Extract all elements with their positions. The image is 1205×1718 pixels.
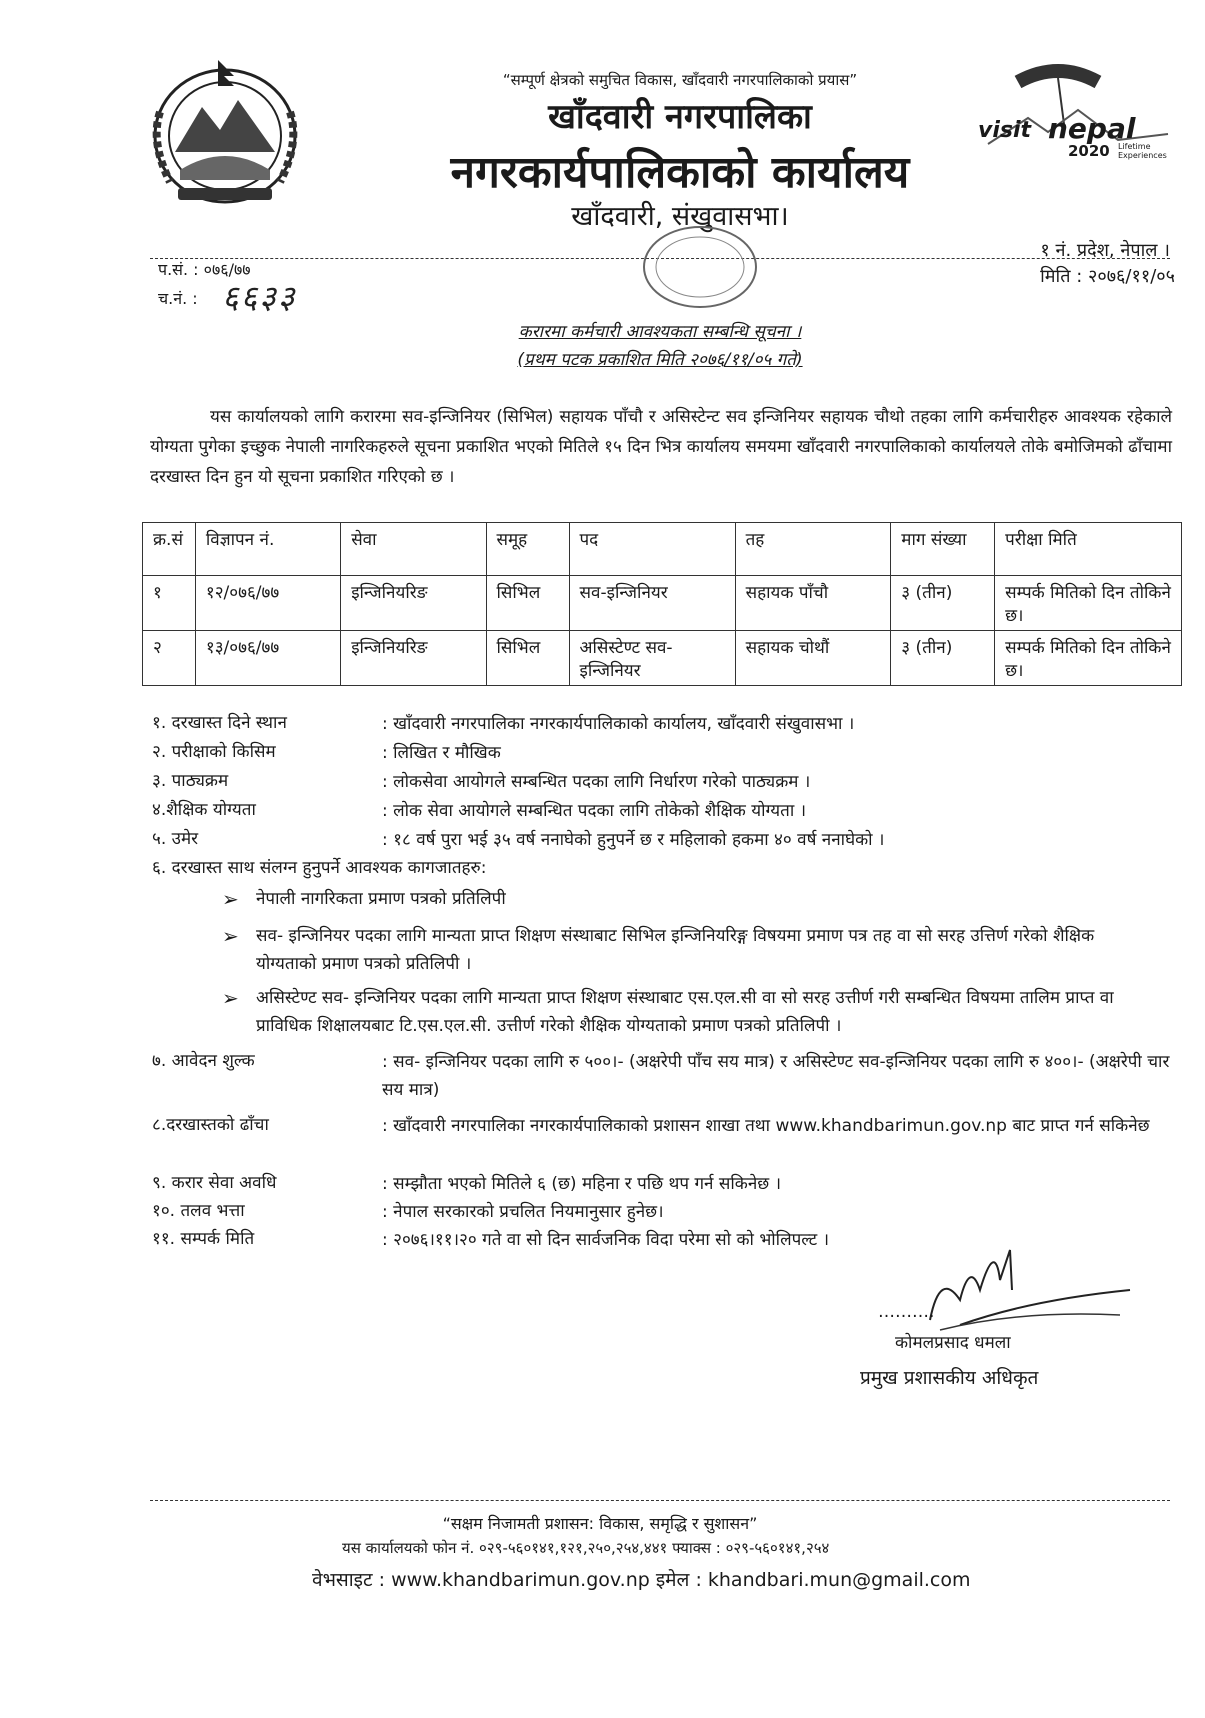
cell-exam-date: सम्पर्क मितिको दिन तोकिने छ।: [995, 576, 1182, 631]
doc-item: [222, 984, 1172, 1044]
item-value: : लोकसेवा आयोगले सम्बन्धित पदका लागि निर्धारण गरेको पाठ्यक्रम ।: [382, 772, 811, 792]
item-label: १. दरखास्त दिने स्थान: [152, 713, 287, 733]
item-value: : लिखित र मौखिक: [382, 743, 501, 763]
cell-count: ३ (तीन): [891, 576, 995, 631]
item-label: १०. तलव भत्ता: [152, 1201, 245, 1221]
item-label: ११. सम्पर्क मिति: [152, 1229, 255, 1249]
province-label: १ नं. प्रदेश, नेपाल ।: [1040, 240, 1170, 261]
item-value: : सम्झौता भएको मितिले ६ (छ) महिना र पछि थप गर्न सकिनेछ ।: [382, 1174, 782, 1194]
cell-advert-no: १२/०७६/७७: [195, 576, 340, 631]
item-value: : नेपाल सरकारको प्रचलित नियमानुसार हुनेछ।: [382, 1202, 664, 1222]
doc-text: नेपाली नागरिकता प्रमाण पत्रको प्रतिलिपी: [256, 889, 506, 909]
item-label: ७. आवेदन शुल्क: [152, 1051, 255, 1071]
docs-heading: ६. दरखास्त साथ संलग्न हुनुपर्ने आवश्यक कागजातहरु:: [152, 858, 487, 878]
item-label: ५. उमेर: [152, 829, 199, 849]
cell-exam-date: सम्पर्क मितिको दिन तोकिने छ।: [995, 631, 1182, 686]
item-label: २. परीक्षाको किसिम: [152, 742, 276, 762]
footer-slogan: “सक्षम निजामती प्रशासन: विकास, समृद्धि र सुशासन”: [442, 1514, 758, 1533]
reference-number: प.सं. : ०७६/७७: [158, 260, 251, 279]
dispatch-number-label: च.नं. :: [158, 289, 198, 308]
office-title: नगरकार्यपालिकाको कार्यालय: [450, 147, 910, 198]
arrow-bullet-icon: ➢: [222, 986, 239, 1010]
tagline-text: Lifetime Experiences: [1118, 142, 1167, 160]
table-header-row: [143, 523, 1182, 576]
cell-service: इन्जिनियरिङ: [341, 576, 486, 631]
cell-group: सिभिल: [486, 576, 569, 631]
dispatch-number-handwritten: ६६३३: [222, 278, 297, 316]
footer-web-email: वेभसाइट : www.khandbarimun.gov.np इमेल : khandbari.mun@gmail.com: [312, 1569, 971, 1591]
motto: “सम्पूर्ण क्षेत्रको समुचित विकास, खाँदवारी नगरपालिकाको प्रयास”: [502, 71, 858, 89]
notice-publication-date: (प्रथम पटक प्रकाशित मिति २०७६/११/०५ गते): [517, 350, 803, 370]
arrow-bullet-icon: ➢: [222, 924, 239, 948]
item-value: : खाँदवारी नगरपालिका नगरकार्यपालिकाको कार्यालय, खाँदवारी संखुवासभा ।: [382, 714, 855, 734]
doc-item: [222, 885, 1172, 925]
cell-sn: १: [143, 576, 196, 631]
cell-service: इन्जिनियरिङ: [341, 631, 486, 686]
item-label: ८.दरखास्तको ढाँचा: [152, 1115, 269, 1135]
cell-sn: २: [143, 631, 196, 686]
year-text: 2020: [1068, 142, 1110, 160]
header-service: सेवा: [341, 523, 486, 576]
cell-advert-no: १३/०७६/७७: [195, 631, 340, 686]
office-stamp: [640, 222, 760, 312]
signatory-name: कोमलप्रसाद धमला: [895, 1333, 1011, 1353]
table-row: [143, 576, 1182, 631]
cell-post: असिस्टेण्ट सव-इन्जिनियर: [569, 631, 735, 686]
header-sn: क्र.सं: [143, 523, 196, 576]
item-value: : २०७६।११।२० गते वा सो दिन सार्वजनिक विदा परेमा सो को भोलिपल्ट ।: [382, 1230, 830, 1250]
header-count: माग संख्या: [891, 523, 995, 576]
item-value: : लोक सेवा आयोगले सम्बन्धित पदका लागि तोकेको शैक्षिक योग्यता ।: [382, 801, 807, 821]
intro-paragraph: [150, 402, 1172, 492]
cell-group: सिभिल: [486, 631, 569, 686]
cell-post: सव-इन्जिनियर: [569, 576, 735, 631]
footer-divider: [150, 1500, 1170, 1501]
header-post: पद: [569, 523, 735, 576]
item-value: : खाँदवारी नगरपालिका नगरकार्यपालिकाको प्रशासन शाखा तथा www.khandbarimun.gov.np बाट प्राप्त गर्न सकिनेछ: [382, 1116, 1150, 1136]
nepal-text: nepal: [1048, 112, 1136, 145]
item-label: ९. करार सेवा अवधि: [152, 1173, 277, 1193]
notice-subject: करारमा कर्मचारी आवश्यकता सम्बन्धि सूचना ।: [518, 322, 802, 342]
arrow-bullet-icon: ➢: [222, 887, 239, 911]
signatory-title: प्रमुख प्रशासकीय अधिकृत: [860, 1367, 1039, 1389]
vacancy-table: [142, 522, 1182, 686]
municipality-title: खाँदवारी नगरपालिका: [548, 97, 812, 137]
signature-line: ……….: [878, 1302, 935, 1322]
doc-text: असिस्टेण्ट सव- इन्जिनियर पदका लागि मान्यता प्राप्त शिक्षण संस्थाबाट एस.एल.सी वा सो सरह उत्तीर्ण गरी सम्बन्धित विषयमा तालिम प्राप्त वा प्राविधिक शिक्षालयबाट टि.एस.एल.सी. उत्तीर्ण गरेको शैक्षिक योग्यताको प्रमाण पत्रको प्रतिलिपी ।: [256, 988, 1114, 1036]
header-group: समूह: [486, 523, 569, 576]
item-value: : सव- इन्जिनियर पदका लागि रु ५००।- (अक्षरेपी पाँच सय मात्र) र असिस्टेण्ट सव-इन्जिनियर पदका लागि रु ४००।- (अक्षरेपी चार सय मात्र): [382, 1052, 1170, 1100]
nepal-emblem-logo: [140, 52, 310, 212]
table-row: [143, 631, 1182, 686]
visit-text: visit: [978, 118, 1032, 143]
footer-contact: यस कार्यालयको फोन नं. ०२९-५६०१४१,१२१,२५०,२५४,४४१ फ्याक्स : ०२९-५६०१४१,२५४: [342, 1539, 830, 1557]
doc-item: [222, 922, 1172, 982]
intro-text: यस कार्यालयको लागि करारमा सव-इन्जिनियर (सिभिल) सहायक पाँचौ र असिस्टेन्ट सव इन्जिनियर सहायक चौथो तहका लागि कर्मचारीहरु आवश्यक रहेकाले योग्यता पुगेका इच्छुक नेपाली नागरिकहरुले सूचना प्रकाशित भएको मितिले १५ दिन भित्र कार्यालय समयमा खाँदवारी नगरपालिकाको कार्यालयले तोके बमोजिमको ढाँचामा दरखास्त दिन हुन यो सूचना प्रकाशित गरिएको छ ।: [150, 407, 1172, 487]
header-advert-no: विज्ञापन नं.: [195, 523, 340, 576]
visit-nepal-2020-logo: [978, 62, 1188, 172]
cell-level: सहायक पाँचौ: [735, 576, 891, 631]
item-label: ४.शैक्षिक योग्यता: [152, 800, 256, 820]
cell-count: ३ (तीन): [891, 631, 995, 686]
header-level: तह: [735, 523, 891, 576]
header-exam-date: परीक्षा मिति: [995, 523, 1182, 576]
notice-date: मिति : २०७६/११/०५: [1040, 266, 1175, 287]
office-address: खाँदवारी, संखुवासभा।: [571, 201, 789, 232]
doc-text: सव- इन्जिनियर पदका लागि मान्यता प्राप्त शिक्षण संस्थाबाट सिभिल इन्जिनियरिङ्ग विषयमा प्रमाण पत्र तह वा सो सरह उत्तिर्ण गरेको शैक्षिक योग्यताको प्रमाण पत्रको प्रतिलिपी ।: [256, 926, 1095, 974]
item-value: : १८ वर्ष पुरा भई ३५ वर्ष ननाघेको हुनुपर्ने छ र महिलाको हकमा ४० वर्ष ननाघेको ।: [382, 830, 885, 850]
item-label: ३. पाठ्यक्रम: [152, 771, 229, 791]
cell-level: सहायक चोथौं: [735, 631, 891, 686]
